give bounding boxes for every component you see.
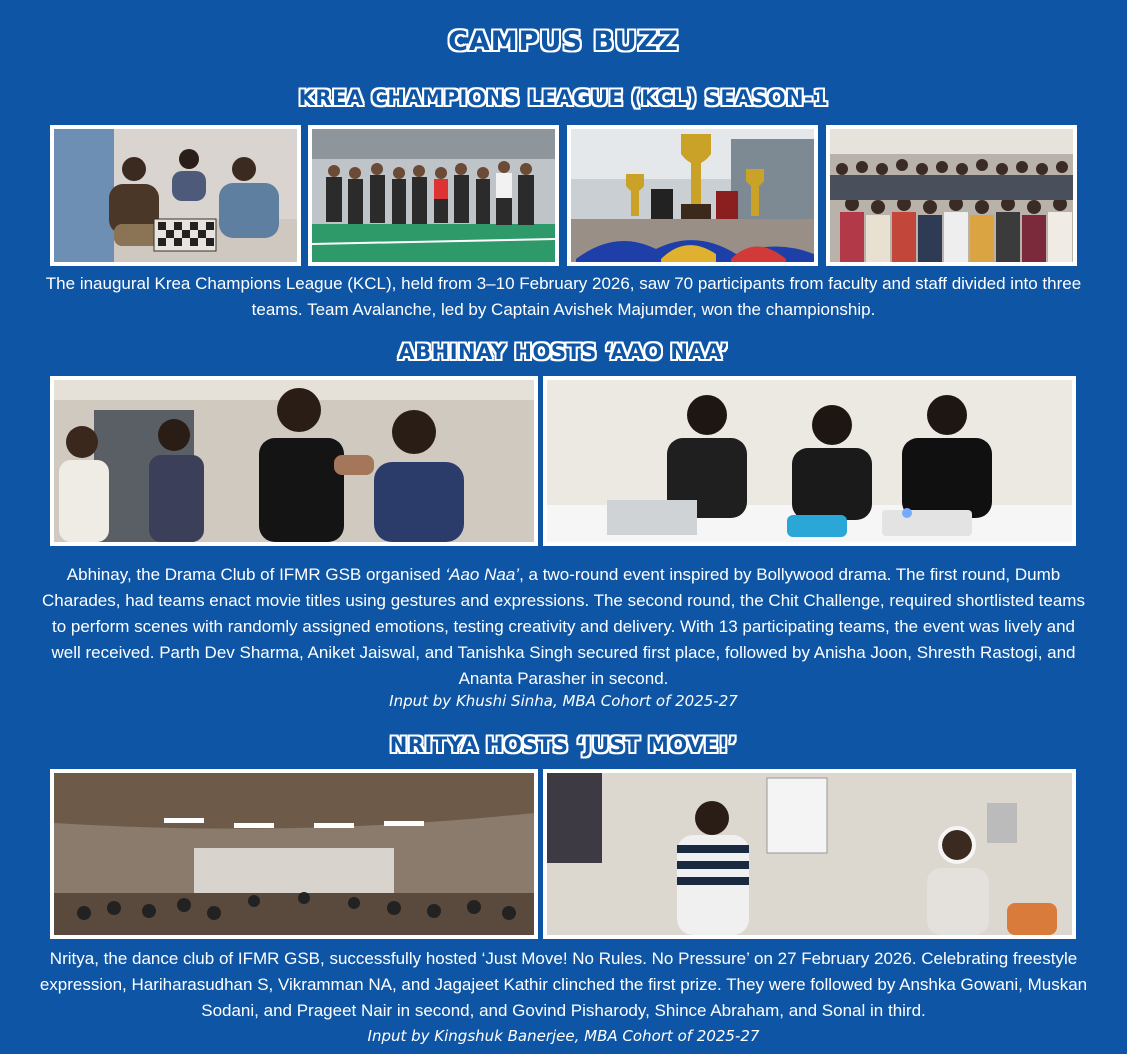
kcl-description: The inaugural Krea Champions League (KCL), held from 3–10 February 2026, saw 70 participants from faculty and staff divided into three teams. Team Avalanche, led by Captain Avishek Majumder, won the championship. bbox=[45, 274, 1082, 319]
faculty-staff-group-photo bbox=[826, 125, 1077, 266]
chess-players-photo bbox=[50, 125, 301, 266]
judges-panel-photo bbox=[543, 376, 1076, 546]
nritya-credit: Input by Kingshuk Banerjee, MBA Cohort of 2025-27 bbox=[367, 1027, 760, 1045]
dance-hall-photo bbox=[50, 769, 538, 939]
nritya-section-title: NRITYA HOSTS ‘JUST MOVE!’ bbox=[389, 733, 738, 757]
page-title: CAMPUS BUZZ bbox=[448, 26, 679, 57]
dance-participants-photo bbox=[543, 769, 1076, 939]
abhinay-description: Abhinay, the Drama Club of IFMR GSB organised ‘Aao Naa’, a two-round event inspired by Bollywood drama. The first round, Dumb Charades, had teams enact movie titles using gestures and expressions. The second round, the Chit Challenge, required shortlisted teams to perform scenes with randomly assigned emotions, testing creativity and delivery. With 13 participating teams, the event was lively and well received. Parth Dev Sharma, Aniket Jaiswal, and Tanishka Singh secured first place, followed by Anisha Joon, Shresth Rastogi, and Ananta Parasher in second. bbox=[42, 565, 1085, 688]
trophies-medals-photo bbox=[567, 125, 818, 266]
drama-performers-photo bbox=[50, 376, 538, 546]
nritya-description: Nritya, the dance club of IFMR GSB, successfully hosted ‘Just Move! No Rules. No Pressure’ on 27 February 2026. Celebrating freestyle expression, Hariharasudhan S, Vikramman NA, and Jagajeet Kathir clinched the first prize. They were followed by Anshka Gowani, Muskan Sodani, and Prageet Nair in second, and Govind Pisharody, Shince Abraham, and Sonal in third. bbox=[39, 949, 1088, 1020]
kcl-section-title: KREA CHAMPIONS LEAGUE (KCL) SEASON-1 bbox=[298, 86, 829, 110]
abhinay-section-title: ABHINAY HOSTS ‘AAO NAA’ bbox=[398, 340, 729, 364]
abhinay-credit: Input by Khushi Sinha, MBA Cohort of 2025-27 bbox=[389, 692, 738, 710]
team-group-photo-court bbox=[308, 125, 559, 266]
